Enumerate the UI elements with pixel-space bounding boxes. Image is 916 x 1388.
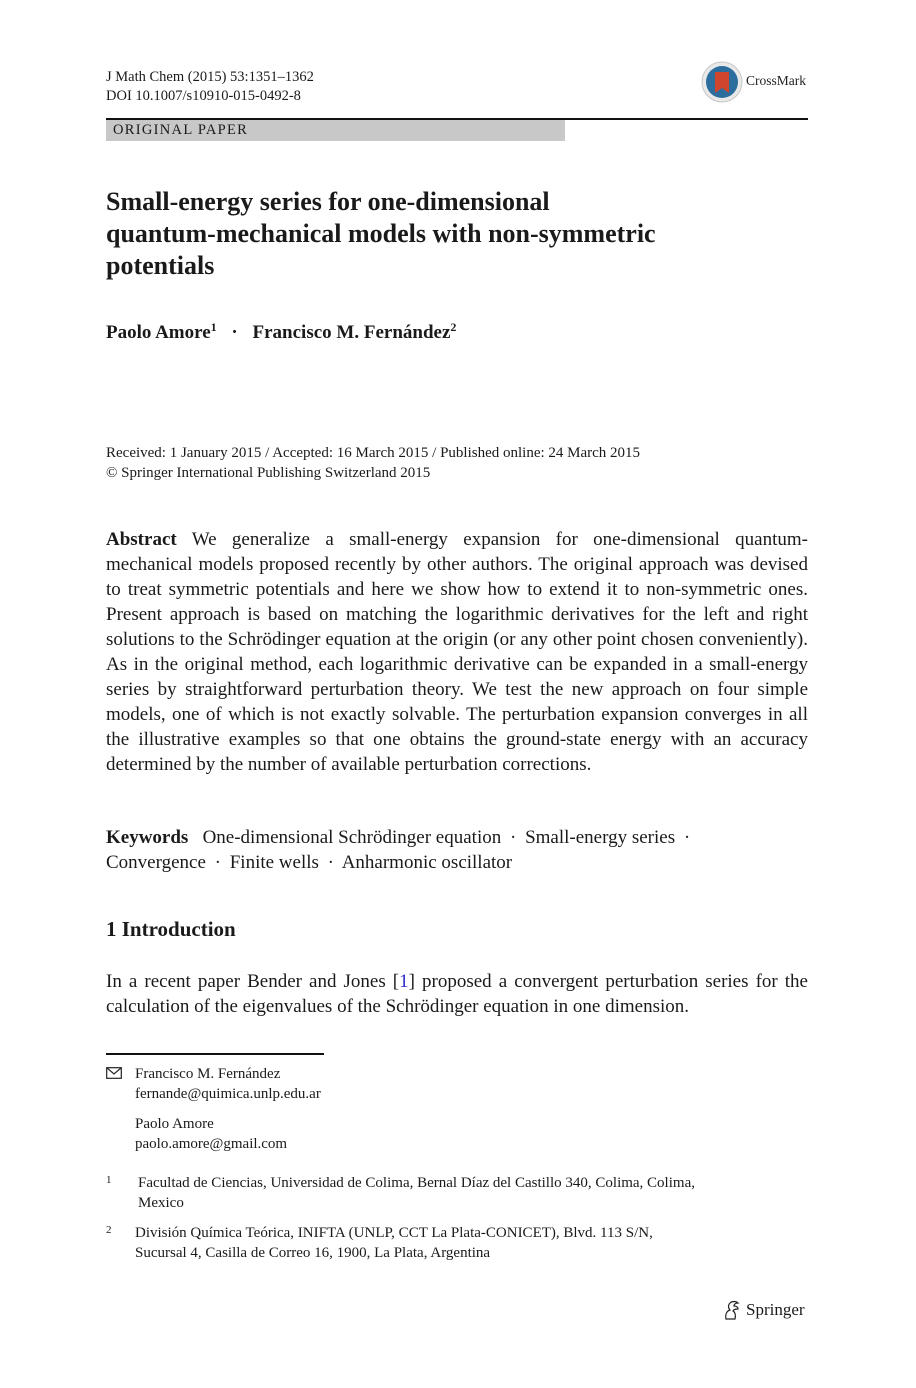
intro-text: ] proposed a convergent perturbation series for the calculation of the eigenvalues of the Schrödinger equation in one dimension. — [106, 971, 808, 1017]
journal-citation — [106, 68, 314, 106]
author-list — [106, 314, 456, 346]
abstract — [106, 527, 808, 777]
section-heading: 1 Introduction — [106, 917, 236, 941]
crossmark-icon — [700, 60, 744, 104]
citation-link[interactable]: 1 — [399, 971, 409, 992]
keyword-separator: · — [683, 827, 691, 848]
publisher-name: Springer — [746, 1300, 805, 1319]
keyword: One-dimensional Schrödinger equation — [202, 827, 502, 848]
affiliation-line: Facultad de Ciencias, Universidad de Colima, Bernal Díaz del Castillo 340, Colima, Colima, — [138, 1175, 695, 1191]
intro-paragraph — [106, 969, 808, 1019]
corresponding-author — [135, 1064, 321, 1104]
author-affiliation-mark: 1 — [210, 320, 217, 334]
keyword-separator: · — [214, 852, 221, 873]
copyright-line: © Springer International Publishing Switzerland 2015 — [106, 465, 431, 481]
abstract-label: Abstract — [106, 529, 177, 550]
keyword: Small-energy series — [525, 827, 676, 848]
keyword: Convergence — [106, 852, 206, 873]
contact-email[interactable]: fernande@quimica.unlp.edu.ar — [135, 1086, 321, 1102]
publication-history — [106, 443, 640, 483]
envelope-icon — [106, 1067, 122, 1079]
affiliation-number: 1 — [106, 1174, 112, 1186]
affiliation — [138, 1173, 778, 1213]
contact-name: Francisco M. Fernández — [135, 1066, 281, 1082]
author-name: Francisco M. Fernández — [252, 322, 451, 343]
springer-horse-icon — [722, 1299, 742, 1321]
abstract-text: We generalize a small-energy expansion for one-dimensional quantum-mechanical models proposed recently by other authors. The original approach was devised to treat symmetric potentials and here we show how to extend it to non-symmetric ones. Present approach is based on matching the logarithmic derivatives for the left and right solutions to the Schrödinger equation at the origin (or any other point chosen conveniently). As in the original method, each logarithmic derivative can be expanded in a small-energy series by straightforward perturbation theory. We test the new approach on four simple models, one of which is not exactly solvable. The perturbation expansion converges in all the illustrative examples so that one obtains the ground-state energy with an accuracy determined by the number of available perturbation corrections. — [106, 529, 808, 775]
title-line: potentials — [106, 251, 215, 280]
affiliation-number: 2 — [106, 1224, 112, 1236]
coauthor-contact — [135, 1114, 287, 1154]
intro-text: In a recent paper Bender and Jones [ — [106, 971, 400, 992]
journal-volume: J Math Chem (2015) 53:1351–1362 — [106, 69, 314, 85]
received-dates: Received: 1 January 2015 / Accepted: 16 March 2015 / Published online: 24 March 2015 — [106, 445, 641, 461]
author-affiliation-mark: 2 — [450, 320, 457, 334]
keyword: Finite wells — [229, 852, 319, 873]
contact-name: Paolo Amore — [135, 1116, 214, 1132]
footnote-rule — [106, 1053, 324, 1055]
keyword: Anharmonic oscillator — [341, 852, 513, 873]
keyword-separator: · — [327, 852, 334, 873]
author-separator: · — [231, 322, 238, 343]
title-line: Small-energy series for one-dimensional — [106, 187, 550, 216]
keywords-label: Keywords — [106, 827, 189, 848]
affiliation-line: División Química Teórica, INIFTA (UNLP, CCT La Plata-CONICET), Blvd. 113 S/N, — [135, 1225, 653, 1241]
keywords — [106, 825, 786, 875]
title-line: quantum-mechanical models with non-symmetric — [106, 219, 656, 248]
affiliation-line: Sucursal 4, Casilla de Correo 16, 1900, La Plata, Argentina — [135, 1245, 491, 1261]
crossmark-label: CrossMark — [746, 73, 806, 88]
contact-email[interactable]: paolo.amore@gmail.com — [135, 1136, 288, 1152]
crossmark-badge[interactable] — [700, 60, 810, 104]
author-name: Paolo Amore — [106, 322, 211, 343]
paper-title — [106, 186, 746, 282]
article-type-tag: ORIGINAL PAPER — [106, 120, 565, 141]
affiliation — [135, 1223, 775, 1263]
affiliation-line: Mexico — [138, 1195, 184, 1211]
keyword-separator: · — [509, 827, 517, 848]
journal-doi[interactable]: DOI 10.1007/s10910-015-0492-8 — [106, 88, 301, 104]
